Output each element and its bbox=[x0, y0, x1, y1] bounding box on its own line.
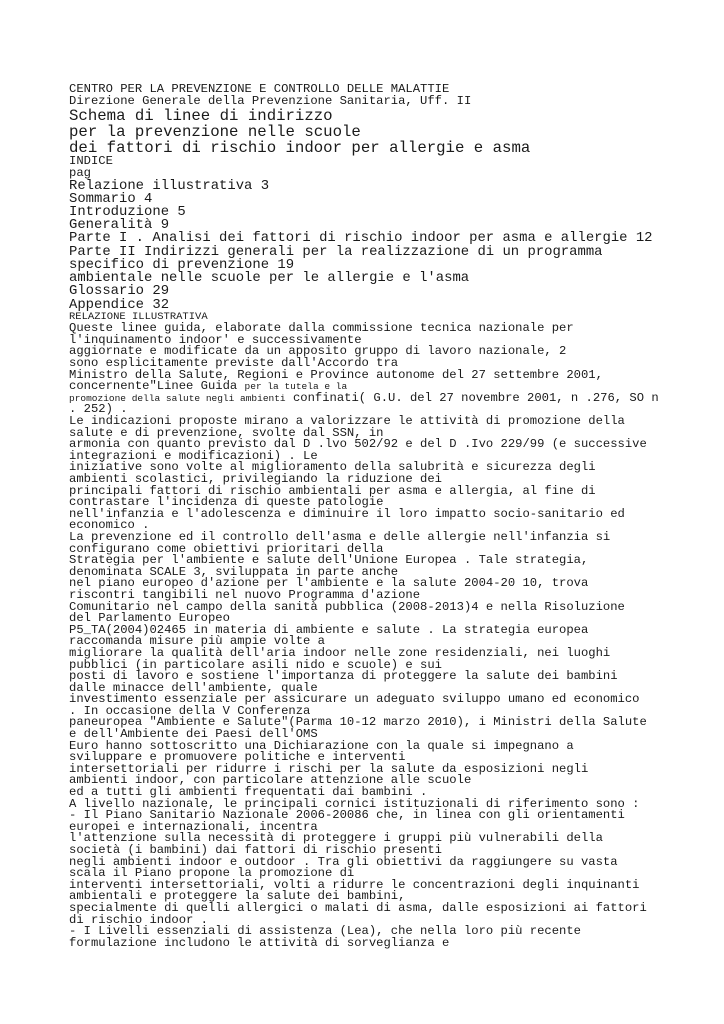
title-line-2: per la prevenzione nelle scuole bbox=[69, 122, 361, 141]
section-heading: RELAZIONE ILLUSTRATIVA bbox=[69, 310, 208, 323]
body-line: A livello nazionale, le principali cornici istituzionali di riferimento sono : bbox=[69, 796, 640, 811]
body-line: . 252) . bbox=[69, 402, 128, 417]
body-line: nell'infanzia e l'adolescenza e diminuire il loro impatto socio-sanitario ed economico . bbox=[69, 506, 625, 533]
dept-header: Direzione Generale della Prevenzione Sanitaria, Uff. II bbox=[69, 93, 472, 108]
body-line: armonia con quanto previsto dal D .lvo 502/92 e del D .Ivo 229/99 (e successive integrazioni e modificazioni) . Le bbox=[69, 437, 647, 463]
body-line: Le indicazioni proposte mirano a valorizzare le attività di promozione della salute e di prevenzione, svolte dal SSN, in bbox=[69, 414, 625, 440]
body-line: P5_TA(2004)02465 in materia di ambiente e salute . La strategia europea raccomanda misure più ampie volte a bbox=[69, 622, 589, 649]
body-line: - Il Piano Sanitario Nazionale 2006-20086 che, in linea con gli orientamenti europei e internazionali, incentra bbox=[69, 808, 625, 834]
body-line: Ministro della Salute, Regioni e Province autonome del 27 settembre 2001, bbox=[69, 367, 603, 382]
document-content bbox=[69, 84, 669, 949]
body-line: nel piano europeo d'azione per l'ambiente e la salute 2004-20 10, trova riscontri tangibili nel nuovo Programma d'azione bbox=[69, 576, 589, 602]
index-entry: Generalità 9 bbox=[69, 217, 170, 234]
index-pag-label: pag bbox=[69, 166, 91, 181]
title-line-1: Schema di linee di indirizzo bbox=[69, 106, 333, 125]
body-line: Queste linee guida, elaborate dalla commissione tecnica nazionale per l'inquinamento indoor' e successivamente bbox=[69, 321, 574, 347]
index-heading: INDICE bbox=[69, 154, 113, 169]
body-line: - I Livelli essenziali di assistenza (Lea), che nella loro più recente formulazione includono le attività di sorveglianza e bbox=[69, 924, 581, 950]
body-line: specialmente di quelli allergici o malati di asma, dalle esposizioni ai fattori di rischio indoor . bbox=[69, 900, 647, 927]
body-line: principali fattori di rischio ambientali per asma e allergia, al fine di contrastare l'incidenza di queste patologie bbox=[69, 483, 596, 510]
org-header: CENTRO PER LA PREVENZIONE E CONTROLLO DELLE MALATTIE bbox=[69, 82, 450, 96]
body-line: Euro hanno sottoscritto una Dichiarazione con la quale si impegnano a sviluppare e promuovere politiche e interventi bbox=[69, 738, 574, 765]
body-line: Strategia per l'ambiente e salute dell'Unione Europea . Tale strategia, denominata SCALE 3, sviluppata in parte anche bbox=[69, 553, 589, 579]
body-line: interventi intersettoriali, volti a ridurre le concentrazioni degli inquinanti ambientali e proteggere la salute dei bambini, bbox=[69, 877, 640, 904]
body-line: intersettoriali per ridurre i rischi per la salute da esposizioni negli ambienti indoor, con particolare attenzione alle scuole bbox=[69, 761, 589, 788]
body-text bbox=[69, 323, 669, 949]
index-entry: Glossario 29 bbox=[69, 283, 170, 300]
title-line-3: dei fattori di rischio indoor per allergie e asma bbox=[69, 139, 531, 158]
body-line: investimento essenziale per assicurare un adeguato sviluppo umano ed economico . In occasione della V Conferenza bbox=[69, 692, 640, 718]
body-line: negli ambienti indoor e outdoor . Tra gli obiettivi da raggiungere su vasta scala il Piano propone la promozione di bbox=[69, 854, 618, 881]
body-line: La prevenzione ed il controllo dell'asma e delle allergie nell'infanzia si configurano come obiettivi prioritari della bbox=[69, 529, 611, 556]
index-entry: Parte II Indirizzi generali per la realizzazione di un programma specifico di prevenzione 19 bbox=[69, 243, 603, 273]
index-entry: Appendice 32 bbox=[69, 296, 170, 313]
index-entry: Parte I . Analisi dei fattori di rischio indoor per asma e allergie 12 bbox=[69, 230, 653, 247]
index-entry: ambientale nelle scuole per le allergie e l'asma bbox=[69, 270, 470, 287]
body-line: migliorare la qualità dell'aria indoor nelle zone residenziali, nei luoghi pubblici (in particolare asili nido e scuole) e sui bbox=[69, 645, 611, 672]
body-line: paneuropea "Ambiente e Salute"(Parma 10-12 marzo 2010), i Ministri della Salute e dell'Ambiente dei Paesi dell'OMS bbox=[69, 715, 647, 742]
body-line: iniziative sono volte al miglioramento della salubrità e sicurezza degli ambienti scolastici, privilegiando la riduzione dei bbox=[69, 460, 596, 487]
body-line: Comunitario nel campo della sanità pubblica (2008-2013)4 e nella Risoluzione del Parlamento Europeo bbox=[69, 599, 625, 626]
body-line: posti di lavoro e sostiene l'importanza di proteggere la salute dei bambini dalle minacce dell'ambiente, quale bbox=[69, 669, 618, 695]
index-entry: Sommario 4 bbox=[69, 190, 153, 207]
body-line: ed a tutti gli ambienti frequentati dai bambini . bbox=[69, 785, 428, 800]
body-line: promozione della salute negli ambienti confinati( G.U. del 27 novembre 2001, n .276, SO n bbox=[69, 390, 659, 405]
body-line: l'attenzione sulla necessità di proteggere i gruppi più vulnerabili della società (i bambini) dai fattori di rischio presenti bbox=[69, 831, 603, 858]
index-entry: Introduzione 5 bbox=[69, 204, 186, 221]
index-entry: Relazione illustrativa 3 bbox=[69, 177, 270, 194]
body-line: concernente"Linee Guida per la tutela e la bbox=[69, 379, 348, 394]
body-line: aggiornate e modificate da un apposito gruppo di lavoro nazionale, 2 sono esplicitamente previste dall'Accordo tra bbox=[69, 344, 567, 371]
